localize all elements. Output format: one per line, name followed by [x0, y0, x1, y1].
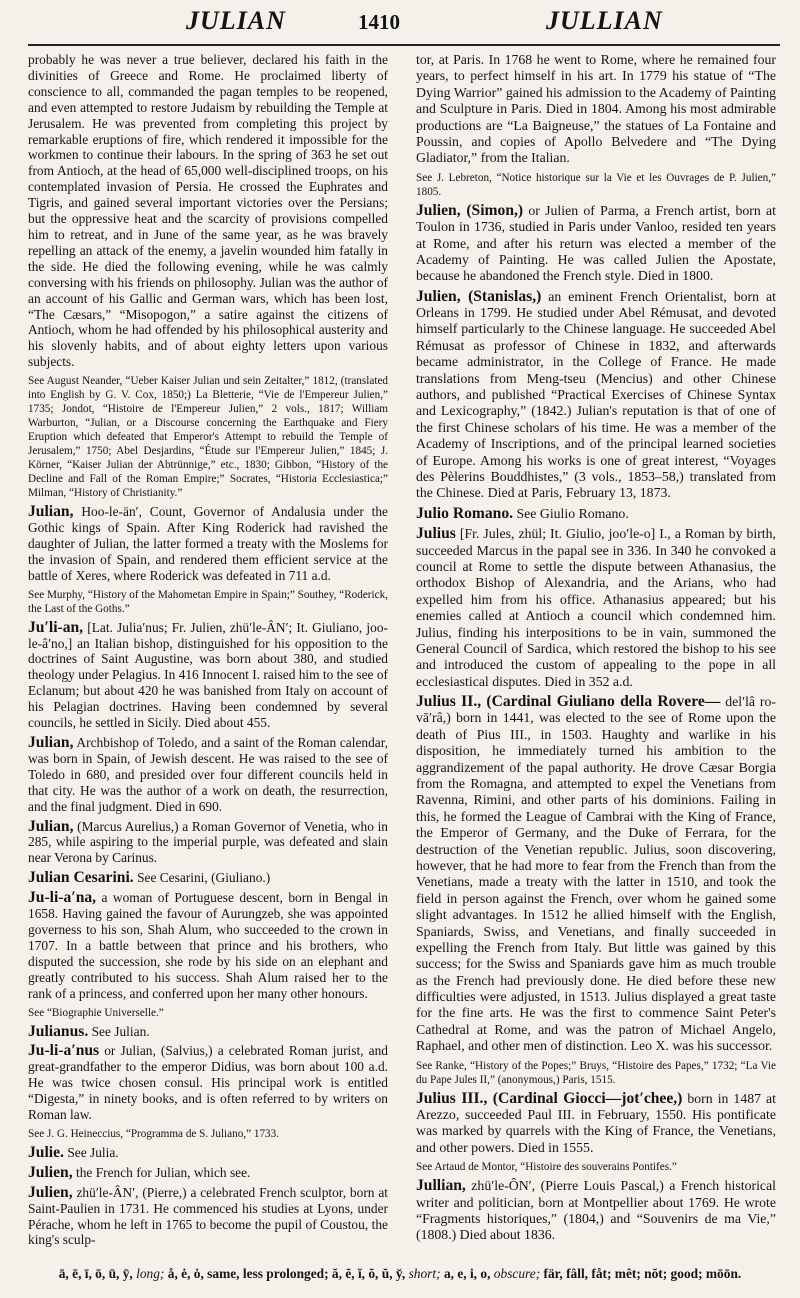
dictionary-entry [416, 526, 776, 690]
reference-note: See Ranke, “History of the Popes;” Bruys, “Histoire des Papes,” 1732; “La Vie du Pape Jules II,” (anonymous,) Paris, 1515. [416, 1059, 776, 1086]
header-rule [28, 44, 780, 46]
entry-headword: Julian Cesarini. [28, 869, 134, 887]
entry-headword: Julian, [28, 503, 74, 521]
dictionary-entry [28, 504, 388, 584]
dictionary-entry [28, 735, 388, 815]
dictionary-entry [28, 1185, 388, 1249]
footer-long-vowels: ā, ē, ī, ō, ū, ȳ, [58, 1266, 133, 1281]
right-running-headword: JULLIAN [546, 6, 663, 35]
entry-headword: Julius II., (Cardinal Giuliano della Rovere— [416, 693, 721, 711]
entry-headword: Julian, [28, 734, 74, 751]
entry-headword: Julio Romano. [416, 504, 514, 522]
footer-short-label: short; [408, 1266, 441, 1281]
dictionary-entry [416, 1178, 776, 1244]
dictionary-entry [28, 1165, 388, 1181]
reference-note: See August Neander, “Ueber Kaiser Julian und sein Zeitalter,” 1812, (translated into English by G. V. Cox, 1850;) La Bletterie, “Vie de l'Empereur Julien,” 1735; Jondot, “Histoire de l'Empereur Julien,” 2 vols., 1817; William Warburton, “Julian, or a Discourse concerning the Earthquake and Fiery Eruption which defeated that Emperor's Attempt to rebuild the Temple of Jerusalem,” 1750; Abel Desjardins, “Étude sur l'Empereur Julien,” 1845; J. Körner, “Kaiser Julian der Abtrünnige,” etc., 1830; Gibbon, “History of the Decline and Fall of the Roman Empire;” Socrates, “Historia Ecclesiastica;” Milman, “History of Christianity.” [28, 375, 388, 500]
left-running-headword: JULIAN [186, 6, 286, 35]
dictionary-entry [28, 819, 388, 867]
entry-headword: Ju-li-a′na, [28, 889, 97, 907]
entry-text: zhü′le-ÂN′, (Pierre,) a celebrated French sculptor, born at Saint-Paulien in 1731. He commenced his studies at Lyons, under Pérache, whom he left in 1765 to become the pupil of Coustou, the king's sculp- [28, 1184, 388, 1248]
dictionary-entry [416, 1091, 776, 1157]
dictionary-entry [28, 870, 388, 886]
entry-text: the French for Julian, which see. [72, 1164, 251, 1180]
entry-headword: Jullian, [416, 1177, 466, 1195]
reference-note: See Murphy, “History of the Mahometan Empire in Spain;” Southey, “Roderick, the Last of the Goths.” [28, 588, 388, 615]
entry-text: Hoo-le-än′, Count, Governor of Andalusia under the Gothic kings of Spain. After King Roderick had ravished the daughter of Julian, the latter formed a treaty with the Moslems for the invasion of Spain, and rendered them efficient service at the battle of Xeres, where Roderick was defeated in 711 a.d. [28, 504, 388, 583]
entry-text: [Fr. Jules, zhül; It. Giulio, joo′le-o] I., a Roman by birth, succeeded Marcus in the papal see in 336. In 340 he convoked a council at Rome to settle the dispute between Athanasius, the orthodox Bishop of Alexandria, and the Arians, who had expelled him from his office. Athanasius appeared; but his enemies called at Antioch a council which condemned him. Julius, finding his interpositions to be in vain, summoned the General Council of Sardica, which restored the bishop to his see and introduced the custom of appealing to the pope in all ecclesiastical disputes. Died in 352 a.d. [416, 526, 776, 689]
reference-note: See “Biographie Universelle.” [28, 1006, 164, 1019]
reference-note: See J. G. Heineccius, “Programma de S. Juliano,” 1733. [28, 1127, 280, 1140]
entry-continuation: probably he was never a true believer, declared his faith in the divinities of Greece and Rome. He proclaimed liberty of conscience to all, commanded the pagan temples to be reopened, and even attempted to restore Judaism by rebuilding the Temple at Jerusalem. He was prevented from completing this project by remarkable eruptions of fire, which rendered it impossible for the workmen to continue their labours. In the spring of 363 he set out from Antioch, at the head of 65,000 well-disciplined troops, on his contemplated invasion of Persia. He crossed the Euphrates and Tigris, and gained several important victories over the Persians; but the oppressive heat and the scarcity of provisions compelled him to retreat, and in June of the same year, as he was bravely repelling an attack of the enemy, a javelin wounded him fatally in the side. He died the following evening, while he was calmly conversing with his friends on philosophy. Julian was the author of an account of his Gallic and German wars, which has been lost, “The Cæsars,” “Misopogon,” a satire against the citizens of Antioch, whom he had offended by his philosophical austerity and his slovenly habits, and of about eighty letters upon various subjects. [28, 52, 388, 370]
entry-headword: Julien, (Simon,) [416, 201, 524, 219]
entry-text: del′lâ ro-vā′râ,) born in 1441, was elected to the see of Rome upon the death of Pius III., in 1503. Haughty and warlike in his disposition, he immediately turned his ambition to the aggrandizement of the papal authority. He drove Cæsar Borgia from the Romagna, and attempted to expel the Venetians from Ravenna, Rimini, and other parts of his dominions. Failing in this, he formed the League of Cambrai with the King of France, the Emperor of Germany, and the Duke of Ferrara, for the destruction of the Venetian republic. Julius, soon discovering, however, that he had more to fear from the French than from the Venetians, made a treaty with the latter in 1510, and took the field in person against the French, over whom he gained some slight advantages. In 1512 he allied himself with the English, Spaniards, Swiss, and Venetians, and finally succeeded in expelling the French from Italy. But little was gained by this success; for the Swiss and Spaniards gave him as much trouble as the French had previously done. He died before these new difficulties were adjusted, in 1513. Julius displayed a great taste for the fine arts. He was the first to commence Saint Peter's Cathedral at Rome, and was the patron of Michael Angelo, Raphael, and other men of distinction. Leo X. was his successor. [416, 694, 776, 1054]
entry-headword: Julius [416, 525, 456, 543]
entry-text: [Lat. Julia′nus; Fr. Julien, zhü′le-ÂN′; It. Giuliano, joo-le-â′no,] an Italian bishop, distinguished for his opposition to the doctrines of Saint Augustine, was born about 380, and studied theology under Pelagius. In 416 Innocent I. raised him to the see of Eclanum; but about 420 he was banished from Italy on account of his Pelagian doctrines. Having been condemned by several councils, he settled in Sicily. Died about 455. [28, 619, 388, 731]
footer-same-vowels: å, ė, ȯ, same, less prolonged; [167, 1266, 329, 1281]
entry-text: See Julia. [63, 1144, 119, 1160]
footer-short-vowels: ă, ĕ, ĭ, ŏ, ŭ, y̆, [331, 1266, 406, 1281]
entry-continuation: tor, at Paris. In 1768 he went to Rome, where he remained four years, to perfect himself in his art. In 1779 his statue of “The Dying Warrior” gained his admission to the Academy of Painting and Sculpture in Paris. Died in 1804. Among his most admirable productions are “La Baigneuse,” the statues of La Fontaine and Poussin, and copies of Apollo Belvedere and “The Dying Gladiator,” from the Italian. [416, 52, 776, 166]
entry-headword: Julie. [28, 1143, 64, 1161]
page-header [0, 0, 800, 58]
dictionary-entry [416, 506, 776, 522]
entry-headword: Julien, [28, 1183, 73, 1201]
footer-obscure-label: obscure; [493, 1266, 541, 1281]
entry-headword: Julius III., (Cardinal Giocci—jot′chee,) [416, 1089, 683, 1107]
entry-headword: Ju′li-an, [28, 618, 84, 636]
entry-headword: Julian, [28, 817, 74, 835]
entry-text: See Julian. [88, 1023, 150, 1039]
dictionary-entry [28, 890, 388, 1001]
entry-text: zhü′le-ÔN′, (Pierre Louis Pascal,) a French historical writer and politician, born at Montpellier about 1769. He wrote “Fragments historiques,” (1804,) and “Souvenirs de ma Vie,” (1808.) Died about 1836. [416, 1178, 776, 1243]
right-column [416, 52, 776, 1248]
entry-headword: Julien, [28, 1163, 73, 1181]
entry-text: (Marcus Aurelius,) a Roman Governor of Venetia, who in 285, while aspiring to the imperial purple, was defeated and slain near Verona by Carinus. [28, 818, 388, 866]
footer-examples: fär, fâll, fåt; mêt; nŏt; good; mōōn. [543, 1266, 742, 1281]
dictionary-entry [28, 1043, 388, 1123]
entry-headword: Ju-li-a′nus [28, 1042, 100, 1060]
entry-text: Archbishop of Toledo, and a saint of the Roman calendar, was born in Spain, of Jewish descent. He was raised to the see of Toledo in 680, and presided over four different councils held in that city. He was the author of a work on death, the resurrection, and the final judgment. Died in 690. [28, 735, 388, 814]
footer-long-label: long; [136, 1266, 165, 1281]
entry-text: or Julien of Parma, a French artist, born at Toulon in 1736, studied in Paris under Vanloo, resided ten years at Rome, and after his return was elected a member of the Academy of Painting. He was called Julien the Apostate, because he abandoned the French style. Died in 1800. [416, 202, 776, 284]
entry-text: See Giulio Romano. [513, 505, 629, 521]
footer-obscure-vowels: a, e, i, o, [443, 1266, 491, 1281]
dictionary-entry [28, 1024, 388, 1040]
dictionary-entry [28, 620, 388, 731]
dictionary-entry [416, 694, 776, 1055]
entry-text: an eminent French Orientalist, born at Orleans in 1799. He studied under Abel Rémusat, and devoted himself particularly to the Chinese language. He succeeded Abel Rémusat as professor of Chinese in 1832, and afterwards became administrator, in the College of France. He made translations from Meng-tseu (Mencius) and other Chinese authors, and published “Practical Exercises of Chinese Syntax and Lexicography,” (1842.) Julian's reputation is that of one of the first Chinese scholars of his time. He was a member of the Academy of Inscriptions, and of the principal learned societies of Europe. Among his works is one of great interest, “Voyages des Pèlerins Bouddhistes,” (3 vols., 1853–58,) translated from the Chinese. Died at Paris, February 13, 1873. [416, 288, 776, 501]
reference-note: See J. Lebreton, “Notice historique sur la Vie et les Ouvrages de P. Julien,” 1805. [416, 171, 776, 198]
entry-headword: Julianus. [28, 1022, 89, 1040]
dictionary-entry [416, 289, 776, 502]
reference-note: See Artaud de Montor, “Histoire des souverains Pontifes.” [416, 1161, 677, 1174]
entry-headword: Julien, (Stanislas,) [416, 287, 542, 305]
entry-text: or Julian, (Salvius,) a celebrated Roman jurist, and great-grandfather to the emperor Didius, was born about 100 a.d. He was twice chosen consul. His principal work is entitled “Digesta,” in ninety books, and is often referred to by writers on Roman law. [28, 1043, 388, 1123]
page-number: 1410 [358, 10, 400, 34]
entry-text: See Cesarini, (Giuliano.) [133, 870, 271, 886]
dictionary-entry [416, 203, 776, 285]
pronunciation-key-footer [0, 1266, 800, 1282]
dictionary-entry [28, 1145, 388, 1161]
entry-text: a woman of Portuguese descent, born in Bengal in 1658. Having gained the favour of Aurungzeb, she was appointed governess to his son, Shah Alum, who succeeded to the crown in 1707. In a battle between that prince and his brothers, who disputed the succession, she rode by his side on an elephant and greatly contributed to his success. Shah Alum raised her to the rank of a princess, and conferred upon her many other honours. [28, 890, 388, 1001]
entry-text: born in 1487 at Arezzo, succeeded Paul III. in February, 1550. His pontificate was marked by quarrels with the King of France, the Venetians, and other powers. Died in 1555. [416, 1090, 776, 1155]
left-column [28, 52, 388, 1252]
